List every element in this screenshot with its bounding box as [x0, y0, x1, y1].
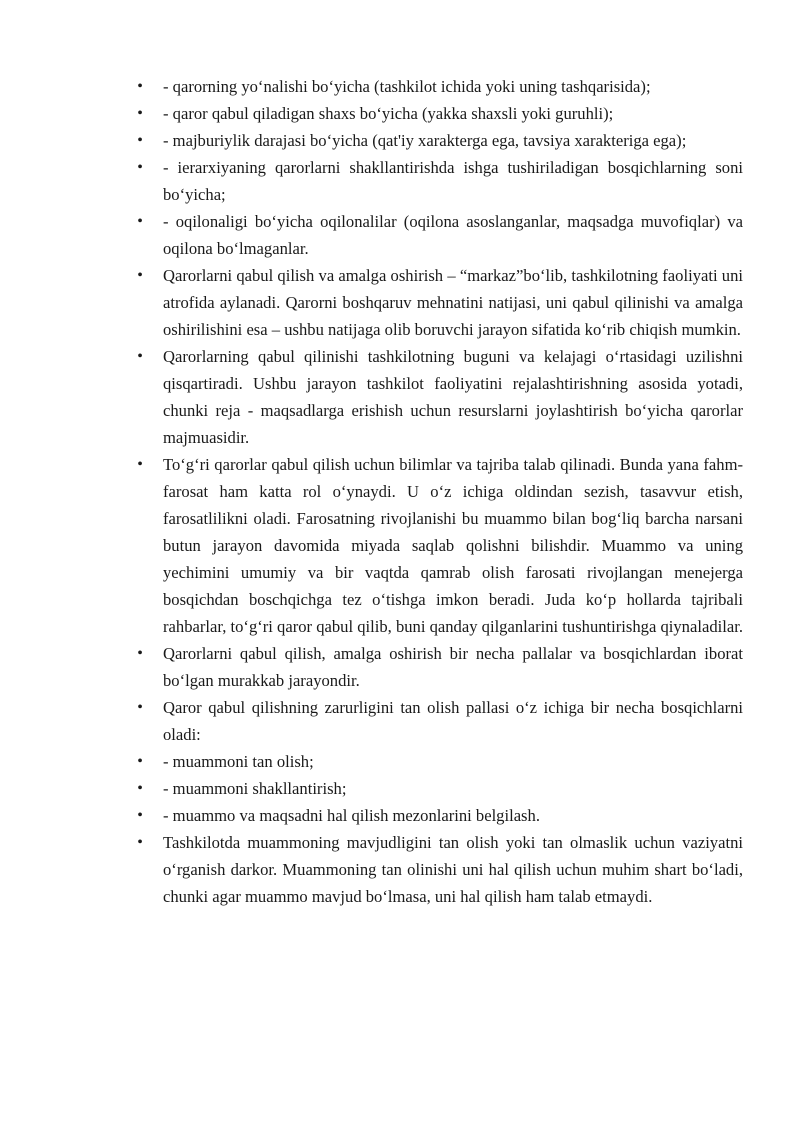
- list-item-text: Qarorlarni qabul qilish, amalga oshirish bir necha pallalar va bosqichlardan iborat bo‘lgan murakkab jarayondir.: [163, 644, 743, 690]
- list-item-text: Qaror qabul qilishning zarurligini tan olish pallasi o‘z ichiga bir necha bosqichlarni oladi:: [163, 698, 743, 744]
- bullet-icon: •: [137, 159, 143, 176]
- list-item-text: - oqilonaligi bo‘yicha oqilonalilar (oqilona asoslanganlar, maqsadga muvofiqlar) va oqilona bo‘lmaganlar.: [163, 212, 743, 258]
- list-item: [135, 208, 743, 262]
- list-item-text: - muammoni shakllantirish;: [163, 779, 347, 798]
- list-item-text: - muammo va maqsadni hal qilish mezonlarini belgilash.: [163, 806, 540, 825]
- list-item: [135, 154, 743, 208]
- list-item: [135, 640, 743, 694]
- bullet-icon: •: [137, 213, 143, 230]
- bullet-icon: •: [137, 780, 143, 797]
- list-item: [135, 451, 743, 640]
- list-item: [135, 343, 743, 451]
- bullet-icon: •: [137, 807, 143, 824]
- list-item-text: Qarorlarning qabul qilinishi tashkilotning buguni va kelajagi o‘rtasidagi uzilishni qisqartiradi. Ushbu jarayon tashkilot faoliyatini rejalashtirishning asosida yotadi, chunki reja - maqsadlarga erishish uchun resurslarni joylashtirish bo‘yicha qarorlar majmuasidir.: [163, 347, 743, 447]
- bullet-list: [135, 73, 743, 910]
- list-item: [135, 100, 743, 127]
- bullet-icon: •: [137, 105, 143, 122]
- list-item-text: - qaror qabul qiladigan shaxs bo‘yicha (yakka shaxsli yoki guruhli);: [163, 104, 614, 123]
- bullet-icon: •: [137, 699, 143, 716]
- bullet-icon: •: [137, 348, 143, 365]
- list-item-text: - qarorning yo‘nalishi bo‘yicha (tashkilot ichida yoki uning tashqarisida);: [163, 77, 651, 96]
- list-item-text: Qarorlarni qabul qilish va amalga oshirish – “markaz”bo‘lib, tashkilotning faoliyati uni atrofida aylanadi. Qarorni boshqaruv mehnatini natijasi, uni qabul qilinishi va amalga oshirilishini esa – ushbu natijaga olib boruvchi jarayon sifatida ko‘rib chiqish mumkin.: [163, 266, 743, 339]
- list-item-text: - muammoni tan olish;: [163, 752, 314, 771]
- bullet-icon: •: [137, 78, 143, 95]
- list-item: [135, 73, 743, 100]
- list-item: [135, 829, 743, 910]
- list-item: [135, 802, 743, 829]
- bullet-icon: •: [137, 645, 143, 662]
- list-item-text: - majburiylik darajasi bo‘yicha (qat'iy xarakterga ega, tavsiya xarakteriga ega);: [163, 131, 687, 150]
- bullet-icon: •: [137, 753, 143, 770]
- list-item-text: To‘g‘ri qarorlar qabul qilish uchun bilimlar va tajriba talab qilinadi. Bunda yana fahm-farosat ham katta rol o‘ynaydi. U o‘z ichiga oldindan sezish, tasavvur etish, farosatlilikni oladi. Farosatning rivojlanishi bu muammo bilan bog‘liq barcha narsani butun jarayon davomida miyada saqlab qolishni bilishdir. Muammo va uning yechimini umumiy va bir vaqtda qamrab olish farosati rivojlangan menejerga bosqichdan boschqichga tez o‘tishga imkon beradi. Juda ko‘p hollarda tajribali rahbarlar, to‘g‘ri qaror qabul qilib, buni qanday qilganlarini tushuntirishga qiynaladilar.: [163, 455, 743, 636]
- bullet-icon: •: [137, 132, 143, 149]
- list-item-text: - ierarxiyaning qarorlarni shakllantirishda ishga tushiriladigan bosqichlarning soni bo‘yicha;: [163, 158, 743, 204]
- list-item: [135, 775, 743, 802]
- bullet-icon: •: [137, 834, 143, 851]
- list-item: [135, 127, 743, 154]
- bullet-icon: •: [137, 267, 143, 284]
- list-item: [135, 262, 743, 343]
- list-item: [135, 694, 743, 748]
- list-item: [135, 748, 743, 775]
- list-item-text: Tashkilotda muammoning mavjudligini tan olish yoki tan olmaslik uchun vaziyatni o‘rganish darkor. Muammoning tan olinishi uni hal qilish uchun muhim shart bo‘ladi, chunki agar muammo mavjud bo‘lmasa, uni hal qilish ham talab etmaydi.: [163, 833, 743, 906]
- bullet-icon: •: [137, 456, 143, 473]
